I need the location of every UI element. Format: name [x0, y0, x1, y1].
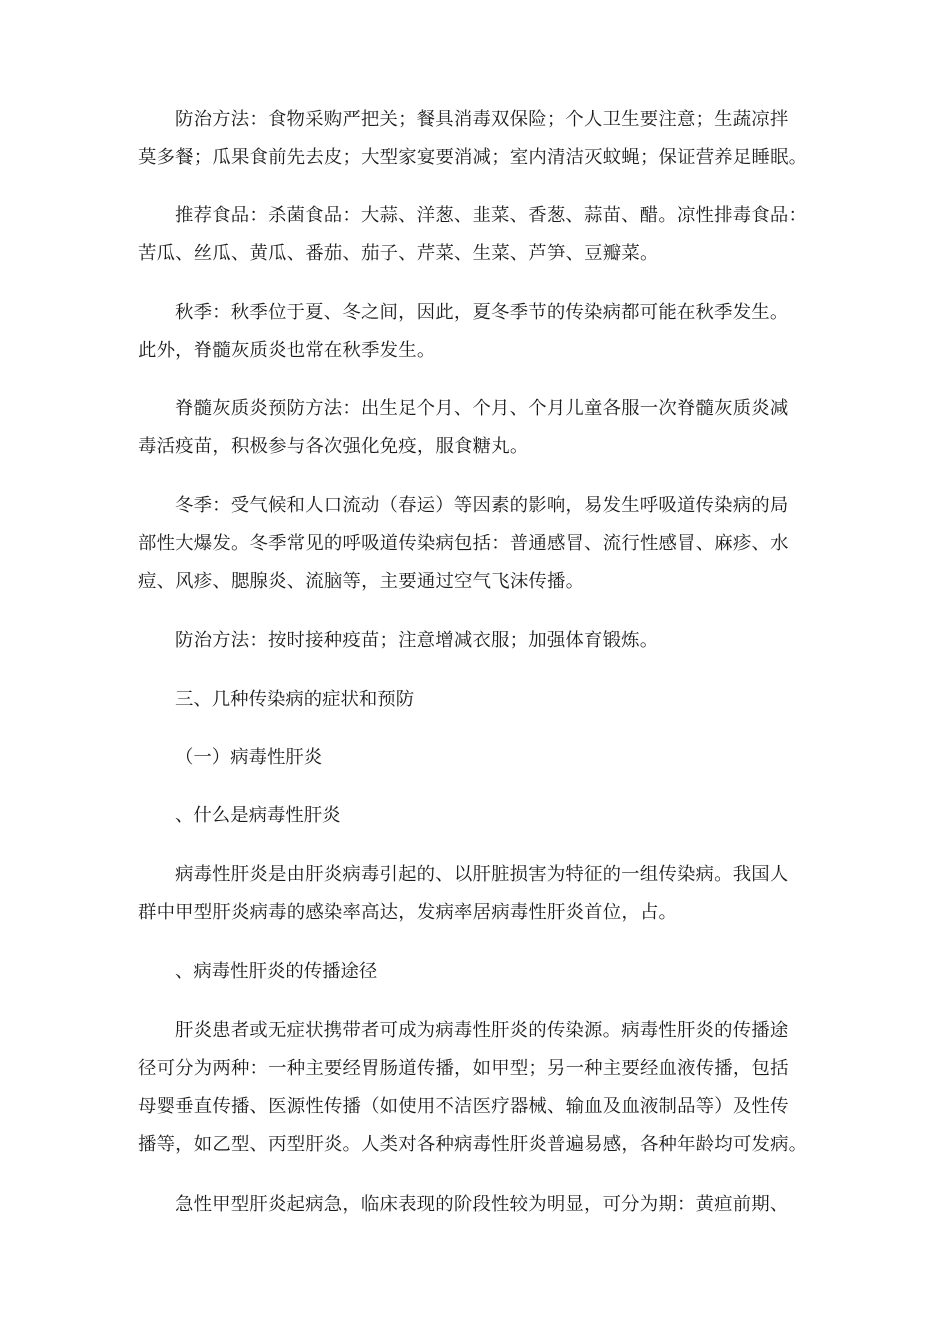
text-line: 防治方法：按时接种疫苗；注意增减衣服；加强体育锻炼。: [175, 630, 659, 651]
text-line: 莫多餐；瓜果食前先去皮；大型家宴要消减；室内清洁灭蚊蝇；保证营养足睡眠。: [138, 147, 808, 168]
paragraph-transmission-routes: [138, 1012, 828, 1164]
paragraph-prevention-winter: [138, 622, 828, 660]
paragraph-hepatitis-definition: [138, 856, 828, 932]
paragraph-autumn: [138, 294, 828, 370]
text-line: 脊髓灰质炎预防方法：出生足个月、个月、个月儿童各服一次脊髓灰质炎减: [175, 398, 789, 419]
paragraph-winter: [138, 487, 828, 601]
text-line: 病毒性肝炎是由肝炎病毒引起的、以肝脏损害为特征的一组传染病。我国人: [175, 864, 789, 885]
paragraph-prevention-summer: [138, 101, 828, 177]
paragraph-polio-prevention: [138, 390, 828, 466]
paragraph-acute-hepatitis-a: [138, 1186, 828, 1224]
text-line: 肝炎患者或无症状携带者可成为病毒性肝炎的传染源。病毒性肝炎的传播途: [175, 1020, 789, 1041]
text-line: 冬季：受气候和人口流动（春运）等因素的影响，易发生呼吸道传染病的局: [175, 495, 789, 516]
text-line: 推荐食品：杀菌食品：大蒜、洋葱、韭菜、香葱、蒜苗、醋。凉性排毒食品：: [175, 205, 808, 226]
text-line: 毒活疫苗，积极参与各次强化免疫，服食糖丸。: [138, 436, 529, 457]
text-line: 苦瓜、丝瓜、黄瓜、番茄、茄子、芹菜、生菜、芦笋、豆瓣菜。: [138, 243, 659, 264]
text-line: 播等，如乙型、丙型肝炎。人类对各种病毒性肝炎普遍易感，各种年龄均可发病。: [138, 1134, 808, 1155]
text-line: 痘、风疹、腮腺炎、流脑等，主要通过空气飞沫传播。: [138, 571, 585, 592]
text-line: 部性大爆发。冬季常见的呼吸道传染病包括：普通感冒、流行性感冒、麻疹、水: [138, 533, 789, 554]
text-line: 此外，脊髓灰质炎也常在秋季发生。: [138, 340, 436, 361]
section-heading: 三、几种传染病的症状和预防: [175, 689, 415, 710]
paragraph-recommended-foods: [138, 197, 828, 273]
text-line: 群中甲型肝炎病毒的感染率高达，发病率居病毒性肝炎首位，占。: [138, 902, 678, 923]
text-line: 急性甲型肝炎起病急，临床表现的阶段性较为明显，可分为期：黄疸前期、: [175, 1194, 789, 1215]
text-line: 径可分为两种：一种主要经胃肠道传播，如甲型；另一种主要经血液传播，包括: [138, 1058, 789, 1079]
text-line: 母婴垂直传播、医源性传播（如使用不洁医疗器械、输血及血液制品等）及性传: [138, 1096, 789, 1117]
text-line: 秋季：秋季位于夏、冬之间，因此，夏冬季节的传染病都可能在秋季发生。: [175, 302, 789, 323]
item-heading-what-is-hepatitis: 、什么是病毒性肝炎: [175, 805, 341, 826]
item-heading-transmission: 、病毒性肝炎的传播途径: [175, 961, 378, 982]
text-line: 防治方法：食物采购严把关；餐具消毒双保险；个人卫生要注意；生蔬凉拌: [175, 109, 789, 130]
subsection-heading: （一）病毒性肝炎: [175, 747, 323, 768]
